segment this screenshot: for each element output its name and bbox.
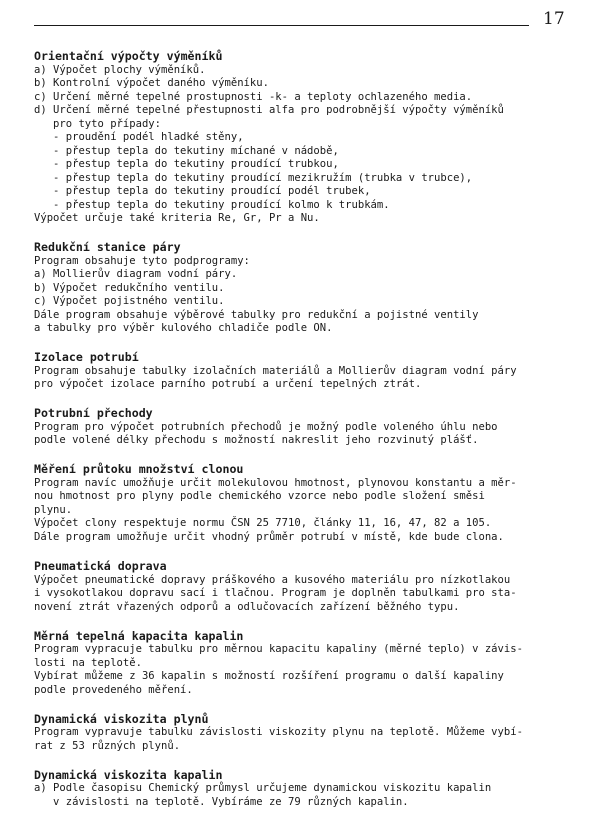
section-heading: Izolace potrubí bbox=[34, 350, 139, 365]
body-line: Program vypravuje tabulku závislosti viskozity plynu na teplotě. Můžeme vybí- bbox=[34, 726, 523, 739]
body-line: Výpočet pneumatické dopravy práškového a kusového materiálu pro nízkotlakou bbox=[34, 573, 511, 586]
page-number: 17 bbox=[543, 9, 565, 29]
body-line: c) Určení měrné tepelné prostupnosti -k- a teploty ochlazeného media. bbox=[34, 90, 473, 103]
body-line: rat z 53 různých plynů. bbox=[34, 739, 181, 752]
section bbox=[34, 50, 564, 226]
body-line: Vybírat můžeme z 36 kapalin s možností rozšíření programu o další kapaliny bbox=[34, 670, 504, 683]
body-line: novení ztrát vřazených odporů a odlučovacích zařízení běžného typu. bbox=[34, 600, 460, 613]
body-line: - proudění podél hladké stěny, bbox=[34, 131, 244, 144]
body-line: Program obsahuje tyto podprogramy: bbox=[34, 254, 250, 267]
body-line: Program pro výpočet potrubních přechodů je možný podle voleného úhlu nebo bbox=[34, 420, 498, 433]
body-line: Program vypracuje tabulku pro měrnou kapacitu kapaliny (měrné teplo) v závis- bbox=[34, 643, 523, 656]
body-line: Program obsahuje tabulky izolačních materiálů a Mollierův diagram vodní páry bbox=[34, 364, 517, 377]
body-line: v závislosti na teplotě. Vybíráme ze 79 různých kapalin. bbox=[34, 795, 409, 808]
body-line: b) Výpočet redukčního ventilu. bbox=[34, 281, 225, 294]
body-line: Program navíc umožňuje určit molekulovou hmotnost, plynovou konstantu a měr- bbox=[34, 476, 517, 489]
section-heading: Pneumatická doprava bbox=[34, 558, 167, 573]
body-line: - přestup tepla do tekutiny proudící trubkou, bbox=[34, 158, 339, 171]
body-line: c) Výpočet pojistného ventilu. bbox=[34, 295, 225, 308]
section-heading: Měření průtoku množství clonou bbox=[34, 462, 244, 477]
section-heading: Dynamická viskozita kapalin bbox=[34, 767, 223, 782]
body-line: pro tyto případy: bbox=[34, 117, 161, 130]
section-heading: Orientační výpočty výměníků bbox=[34, 49, 223, 63]
body-line: - přestup tepla do tekutiny proudící podél trubek, bbox=[34, 185, 371, 198]
section-heading: Potrubní přechody bbox=[34, 406, 153, 421]
section bbox=[34, 713, 564, 754]
body-line: - přestup tepla do tekutiny proudící kolmo k trubkám. bbox=[34, 198, 390, 211]
body-line: d) Určení měrné tepelné přestupnosti alfa pro podrobnější výpočty výměníků bbox=[34, 104, 504, 117]
body-line: i vysokotlakou dopravu sací i tlačnou. Program je doplněn tabulkami pro sta- bbox=[34, 587, 517, 600]
section bbox=[34, 769, 564, 810]
body-line: Výpočet clony respektuje normu ČSN 25 7710, články 11, 16, 47, 82 a 105. bbox=[34, 517, 492, 530]
section-heading: Redukční stanice páry bbox=[34, 240, 181, 255]
section bbox=[34, 560, 564, 614]
document-content bbox=[34, 50, 564, 825]
body-line: podle volené délky přechodu s možností nakreslit jeho rozvinutý plášť. bbox=[34, 434, 479, 447]
body-line: b) Kontrolní výpočet daného výměníku. bbox=[34, 77, 269, 90]
body-line: a tabulky pro výběr kulového chladiče podle ON. bbox=[34, 322, 333, 335]
section bbox=[34, 241, 564, 336]
section-heading: Měrná tepelná kapacita kapalin bbox=[34, 628, 244, 643]
body-line: pro výpočet izolace parního potrubí a určení tepelných ztrát. bbox=[34, 378, 422, 391]
body-line: podle provedeného měření. bbox=[34, 683, 193, 696]
body-line: a) Podle časopisu Chemický průmysl určujeme dynamickou viskozitu kapalin bbox=[34, 782, 492, 795]
section-heading: Dynamická viskozita plynů bbox=[34, 711, 209, 726]
body-line: plynu. bbox=[34, 503, 73, 516]
body-line: losti na teplotě. bbox=[34, 656, 142, 669]
body-line: Dále program umožňuje určit vhodný průměr potrubí v místě, kde bude clona. bbox=[34, 530, 504, 543]
body-line: - přestup tepla do tekutiny proudící mezikružím (trubka v trubce), bbox=[34, 171, 473, 184]
body-line: nou hmotnost pro plyny podle chemického vzorce nebo podle složení směsi bbox=[34, 490, 485, 503]
header-rule bbox=[34, 25, 529, 26]
body-line: a) Mollierův diagram vodní páry. bbox=[34, 268, 238, 281]
body-line: - přestup tepla do tekutiny míchané v nádobě, bbox=[34, 144, 339, 157]
section bbox=[34, 407, 564, 448]
section bbox=[34, 463, 564, 544]
body-line: Výpočet určuje také kriteria Re, Gr, Pr a Nu. bbox=[34, 212, 320, 225]
body-line: a) Výpočet plochy výměníků. bbox=[34, 63, 206, 76]
section bbox=[34, 630, 564, 698]
body-line: Dále program obsahuje výběrové tabulky pro redukční a pojistné ventily bbox=[34, 308, 479, 321]
section bbox=[34, 351, 564, 392]
